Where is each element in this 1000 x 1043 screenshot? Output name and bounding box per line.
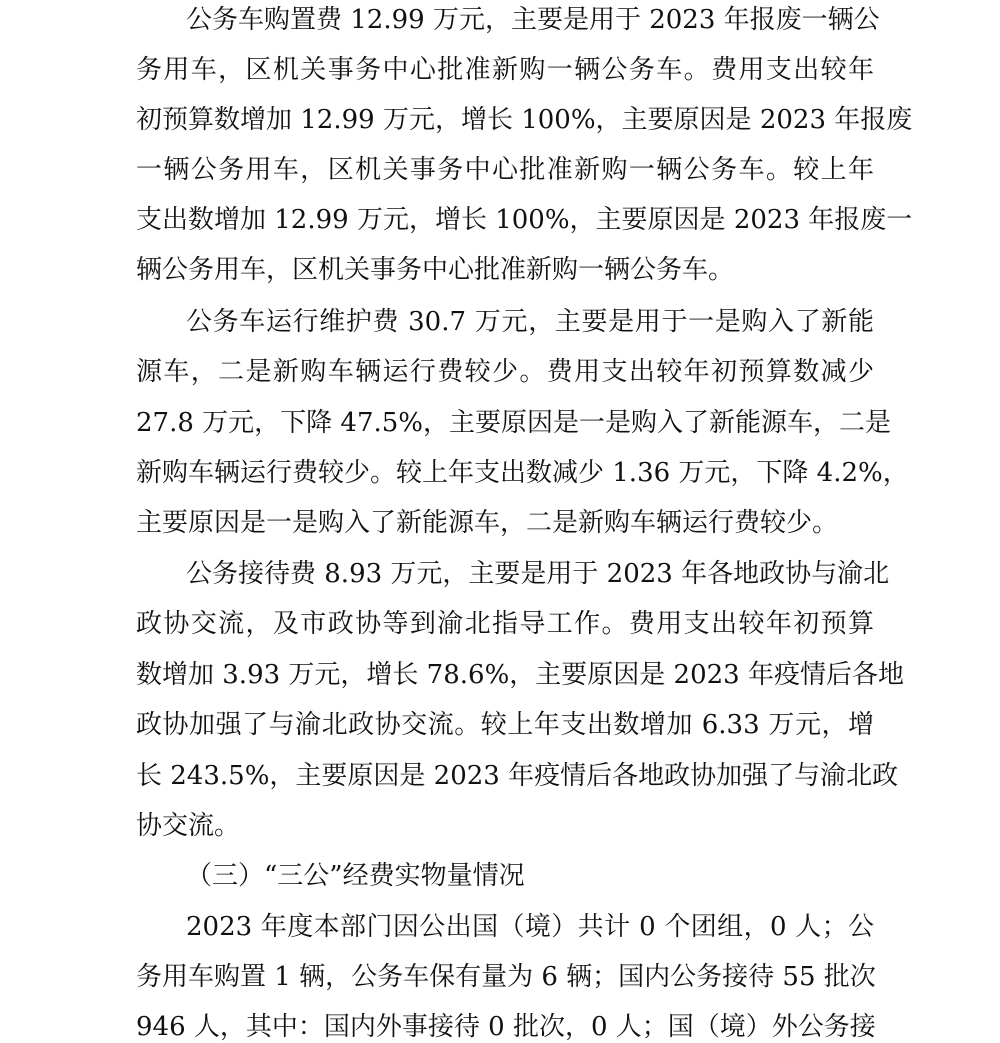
paragraph-line: 务用车购置 1 辆，公务车保有量为 6 辆；国内公务接待 55 批次 [136,962,876,992]
paragraph-line: 政协加强了与渝北政协交流。较上年支出数增加 6.33 万元，增 [136,710,874,740]
paragraph-line: 2023 年度本部门因公出国（境）共计 0 个团组，0 人；公 [186,912,874,942]
paragraph-line: 公务车购置费 12.99 万元，主要是用于 2023 年报废一辆公 [186,5,880,35]
paragraph-line: 946 人，其中：国内外事接待 0 批次，0 人；国（境）外公务接 [136,1012,876,1042]
paragraph-line: 源车，二是新购车辆运行费较少。费用支出较年初预算数减少 [136,357,874,387]
paragraph-line: 27.8 万元，下降 47.5%，主要原因是一是购入了新能源车，二是 [136,408,892,438]
paragraph-line: 公务车运行维护费 30.7 万元，主要是用于一是购入了新能 [186,307,874,337]
paragraph-line: 政协交流，及市政协等到渝北指导工作。费用支出较年初预算 [136,609,874,639]
paragraph-line: 辆公务用车，区机关事务中心批准新购一辆公务车。 [136,255,735,285]
paragraph-line: 务用车，区机关事务中心批准新购一辆公务车。费用支出较年 [136,55,874,85]
paragraph-line: 协交流。 [136,811,241,841]
paragraph-line: 数增加 3.93 万元，增长 78.6%，主要原因是 2023 年疫情后各地 [136,660,904,690]
paragraph-line: 初预算数增加 12.99 万元，增长 100%，主要原因是 2023 年报废 [136,105,913,135]
paragraph-line: 主要原因是一是购入了新能源车，二是新购车辆运行费较少。 [136,508,839,538]
paragraph-line: 支出数增加 12.99 万元，增长 100%，主要原因是 2023 年报废一 [136,205,913,235]
paragraph-line: 长 243.5%，主要原因是 2023 年疫情后各地政协加强了与渝北政 [136,761,899,791]
paragraph-line: 新购车辆运行费较少。较上年支出数减少 1.36 万元，下降 4.2%， [136,458,909,488]
section-heading: （三）“三公”经费实物量情况 [186,861,525,891]
paragraph-line: 一辆公务用车，区机关事务中心批准新购一辆公务车。较上年 [136,155,874,185]
paragraph-line: 公务接待费 8.93 万元，主要是用于 2023 年各地政协与渝北 [186,559,890,589]
